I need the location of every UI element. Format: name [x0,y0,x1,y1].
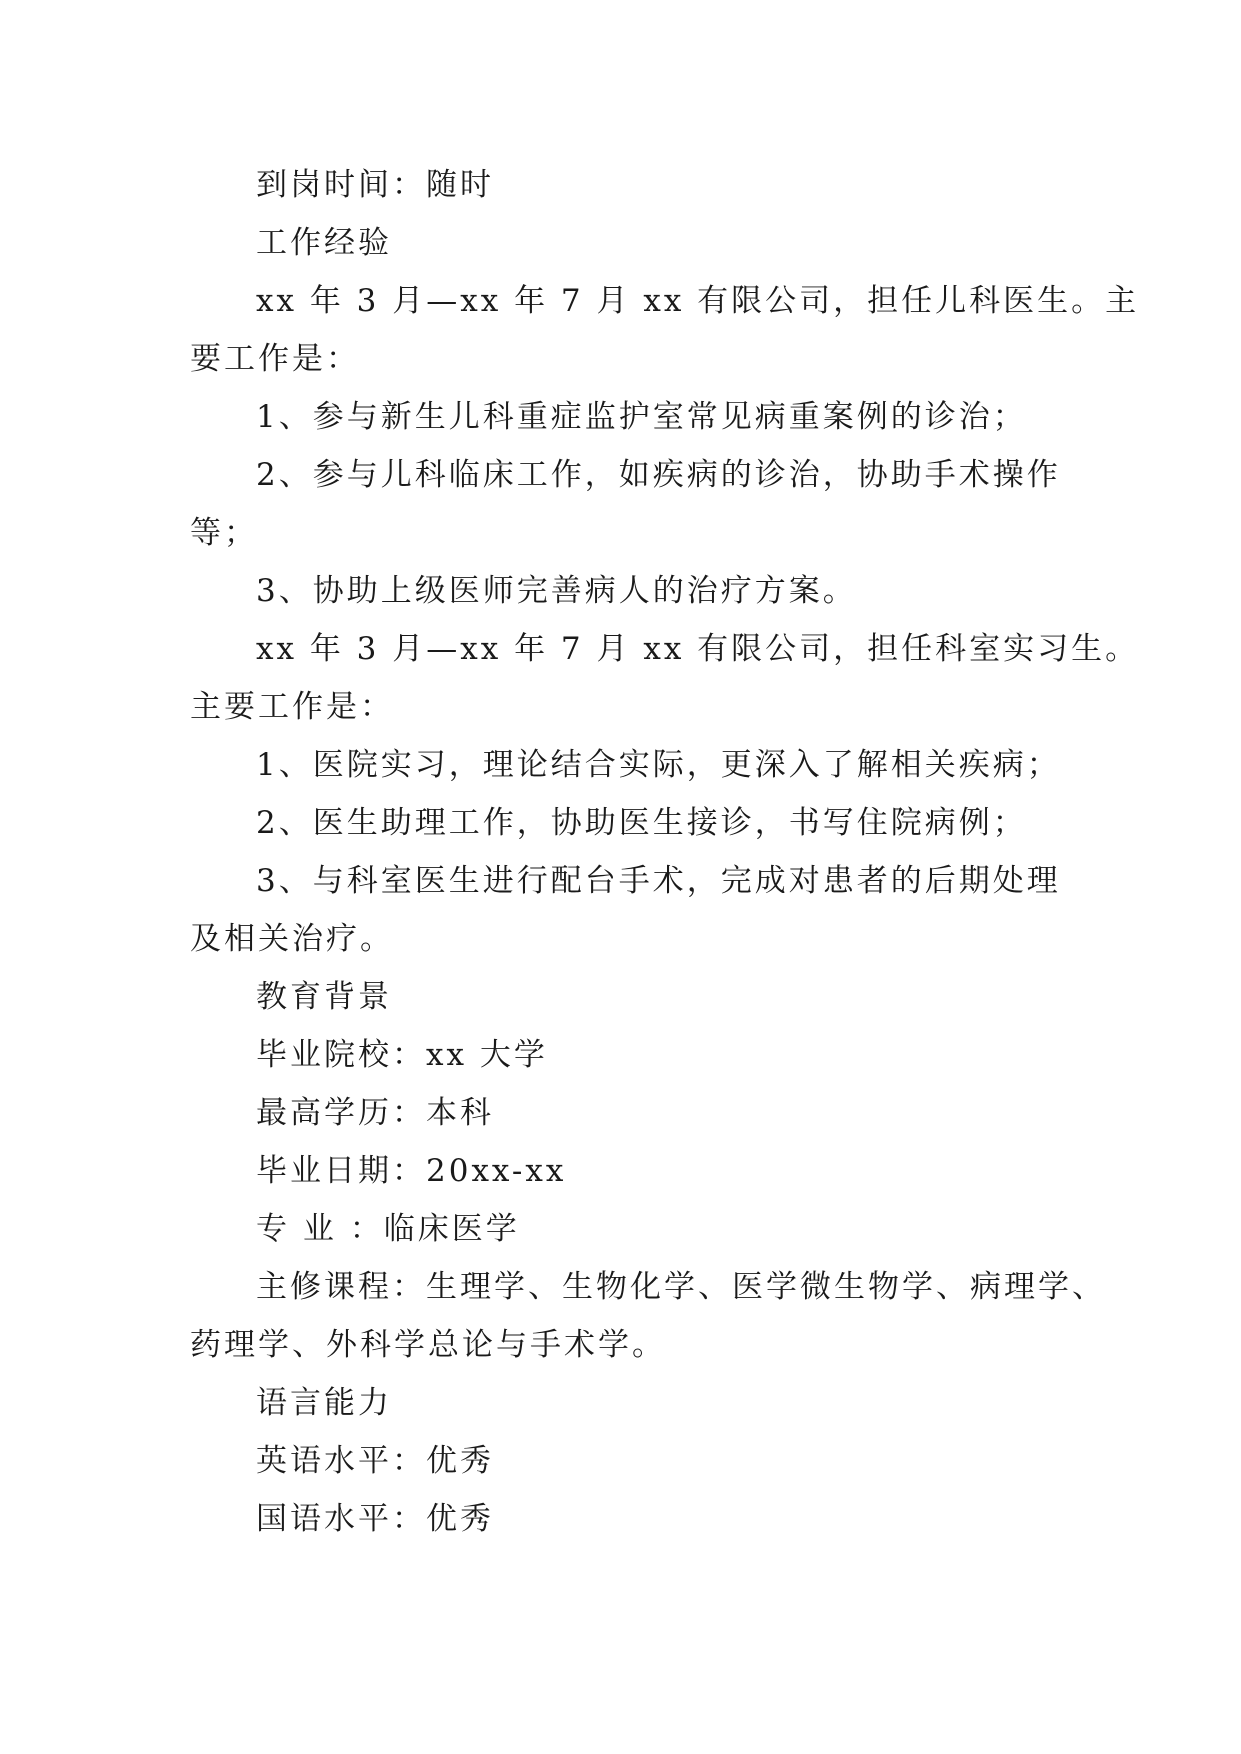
job-2-summary-continued: 主要工作是： [190,689,394,725]
work-experience-heading: 工作经验 [256,225,392,261]
job-1-summary: xx 年 3 月—xx 年 7 月 xx 有限公司，担任儿科医生。主 [256,283,1140,319]
job-2-duty-3-continued: 及相关治疗。 [190,921,394,957]
graduate-school: 毕业院校：xx 大学 [256,1037,548,1073]
job-1-duty-2-continued: 等； [190,515,258,551]
job-1-duty-2: 2、参与儿科临床工作，如疾病的诊治，协助手术操作 [256,457,1061,493]
main-courses: 主修课程：生理学、生物化学、医学微生物学、病理学、 [256,1269,1106,1305]
job-2-duty-1: 1、医院实习，理论结合实际，更深入了解相关疾病； [256,747,1061,783]
job-1-duty-1: 1、参与新生儿科重症监护室常见病重案例的诊治； [256,399,1027,435]
job-2-summary: xx 年 3 月—xx 年 7 月 xx 有限公司，担任科室实习生。 [256,631,1140,667]
language-heading: 语言能力 [256,1385,392,1421]
graduation-date: 毕业日期：20xx-xx [256,1153,567,1189]
job-2-duty-2: 2、医生助理工作，协助医生接诊，书写住院病例； [256,805,1027,841]
document-body [190,156,1140,1548]
highest-degree: 最高学历：本科 [256,1095,494,1131]
job-2-duty-3: 3、与科室医生进行配台手术，完成对患者的后期处理 [256,863,1061,899]
mandarin-level: 国语水平：优秀 [256,1501,494,1537]
main-courses-continued: 药理学、外科学总论与手术学。 [190,1327,666,1363]
job-1-duty-3: 3、协助上级医师完善病人的治疗方案。 [256,573,857,609]
job-1-summary-continued: 要工作是： [190,341,360,377]
availability-line: 到岗时间：随时 [256,167,494,203]
major: 专 业 ：临床医学 [256,1211,520,1247]
english-level: 英语水平：优秀 [256,1443,494,1479]
education-heading: 教育背景 [256,979,392,1015]
